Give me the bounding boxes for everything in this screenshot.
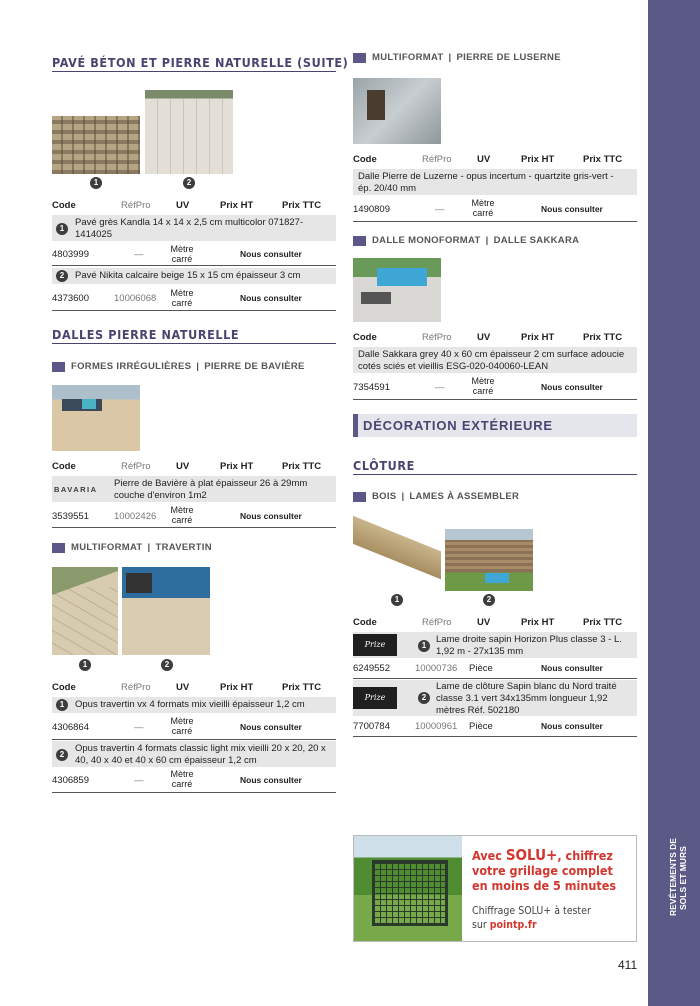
table-header: Code RéfPro UV Prix HT Prix TTC (52, 682, 322, 693)
square-bullet-icon (353, 236, 366, 246)
image-travertin-2 (122, 567, 210, 655)
square-bullet-icon (52, 543, 65, 553)
square-bullet-icon (52, 362, 65, 372)
table-row-description: Prize 2 Lame de clôture Sapin blanc du Nord traité classe 3.1 vert 34x135mm longueur 1,92 mètres Réf. 502180 (353, 680, 637, 716)
table-row: 4803999 — Mètre carré Nous consulter (52, 243, 336, 266)
table-row-description: BAVARIA Pierre de Bavière à plat épaisseur 26 à 29mm couche d'environ 1m2 (52, 476, 336, 502)
square-bullet-icon (353, 492, 366, 502)
table-row: 1490809 — Mètre carré Nous consulter (353, 197, 637, 222)
image-travertin-1 (52, 567, 118, 655)
side-tab-label: REVÊTEMENTS DE SOLS ET MURS (668, 838, 688, 916)
divider (353, 474, 637, 475)
subsection-title-sakkara: DALLE MONOFORMAT | DALLE SAKKARA (353, 235, 579, 246)
table-header: Code RéfPro UV Prix HT Prix TTC (353, 617, 623, 628)
promo-line-5: sur pointp.fr (472, 919, 537, 931)
table-row-description: Dalle Sakkara grey 40 x 60 cm épaisseur 2 cm surface adoucie cotés sciés et vieillis ESG-020-040060-LEAN (353, 347, 637, 373)
table-header: Code RéfPro UV Prix HT Prix TTC (52, 461, 322, 472)
promo-link[interactable]: pointp.fr (489, 919, 537, 931)
table-header: Code RéfPro UV Prix HT Prix TTC (353, 154, 623, 165)
page-number: 411 (618, 958, 638, 972)
promo-line-4: Chiffrage SOLU+ à tester (472, 905, 591, 917)
promo-banner[interactable] (353, 835, 637, 942)
image-number-2: 2 (483, 594, 495, 606)
table-header: Code RéfPro UV Prix HT Prix TTC (353, 332, 623, 343)
table-row-description: 1 Pavé grès Kandla 14 x 14 x 2,5 cm multicolor 071827-1414025 (52, 215, 336, 241)
image-number-2: 2 (161, 659, 173, 671)
promo-line-3: en moins de 5 minutes (472, 878, 617, 893)
promo-line-2: votre grillage complet (472, 863, 613, 878)
section-title-cloture: CLÔTURE (353, 458, 415, 473)
table-header: Code RéfPro UV Prix HT Prix TTC (52, 200, 322, 211)
square-bullet-icon (353, 53, 366, 63)
subsection-title-travertin: MULTIFORMAT | TRAVERTIN (52, 542, 212, 553)
image-number-2: 2 (183, 177, 195, 189)
table-row: 3539551 10002426 Mètre carré Nous consulter (52, 504, 336, 528)
table-row-description: Dalle Pierre de Luzerne - opus incertum - quartzite gris-vert - ép. 20/40 mm (353, 169, 637, 195)
table-row-description: 1 Opus travertin vx 4 formats mix vieilli épaisseur 1,2 cm (52, 697, 336, 713)
subsection-title-bois: BOIS | LAMES À ASSEMBLER (353, 491, 519, 502)
table-row: 7700784 10000961 Pièce Nous consulter (353, 718, 637, 737)
image-pave-nikita (145, 90, 233, 174)
subsection-title-luserne: MULTIFORMAT | PIERRE DE LUSERNE (353, 52, 561, 63)
brand-logo-prize: Prize (353, 634, 397, 656)
subsection-title-baviere: FORMES IRRÉGULIÈRES | PIERRE DE BAVIÈRE (52, 361, 305, 372)
brand-logo-prize: Prize (353, 687, 397, 709)
image-number-1: 1 (90, 177, 102, 189)
table-row-description: 2 Pavé Nikita calcaire beige 15 x 15 cm épaisseur 3 cm (52, 268, 336, 284)
image-cloture-jardin (445, 529, 533, 591)
table-row: 7354591 — Mètre carré Nous consulter (353, 375, 637, 400)
divider (52, 71, 336, 72)
image-number-1: 1 (391, 594, 403, 606)
image-dalle-sakkara (353, 258, 441, 322)
image-lame-bois (353, 515, 441, 591)
image-terrace-baviere (52, 385, 140, 451)
section-title-dalles: DALLES PIERRE NATURELLE (52, 327, 240, 342)
table-row: 4373600 10006068 Mètre carré Nous consulter (52, 286, 336, 311)
section-title-pave: PAVÉ BÉTON ET PIERRE NATURELLE (SUITE) (52, 55, 349, 70)
image-pierre-luserne (353, 78, 441, 144)
image-number-1: 1 (79, 659, 91, 671)
promo-image-gate (354, 836, 462, 942)
table-row-description: 2 Opus travertin 4 formats classic light mix vieilli 20 x 20, 20 x 40, 40 x 40 et 40 x 60 cm épaisseur 1,2 cm (52, 741, 336, 767)
table-row: 6249552 10000736 Pièce Nous consulter (353, 660, 637, 679)
table-row: 4306859 — Mètre carré Nous consulter (52, 769, 336, 793)
table-row-description: Prize 1 Lame droite sapin Horizon Plus classe 3 - L. 1,92 m - 27x135 mm (353, 632, 637, 658)
section-banner-decoration: DÉCORATION EXTÉRIEURE (353, 414, 637, 437)
promo-line-1: Avec SOLU+, chiffrez (472, 846, 613, 864)
table-row: 4306864 — Mètre carré Nous consulter (52, 715, 336, 740)
brand-logo-bavaria: BAVARIA (54, 485, 98, 494)
divider (52, 343, 336, 344)
image-pave-gres (52, 116, 140, 174)
